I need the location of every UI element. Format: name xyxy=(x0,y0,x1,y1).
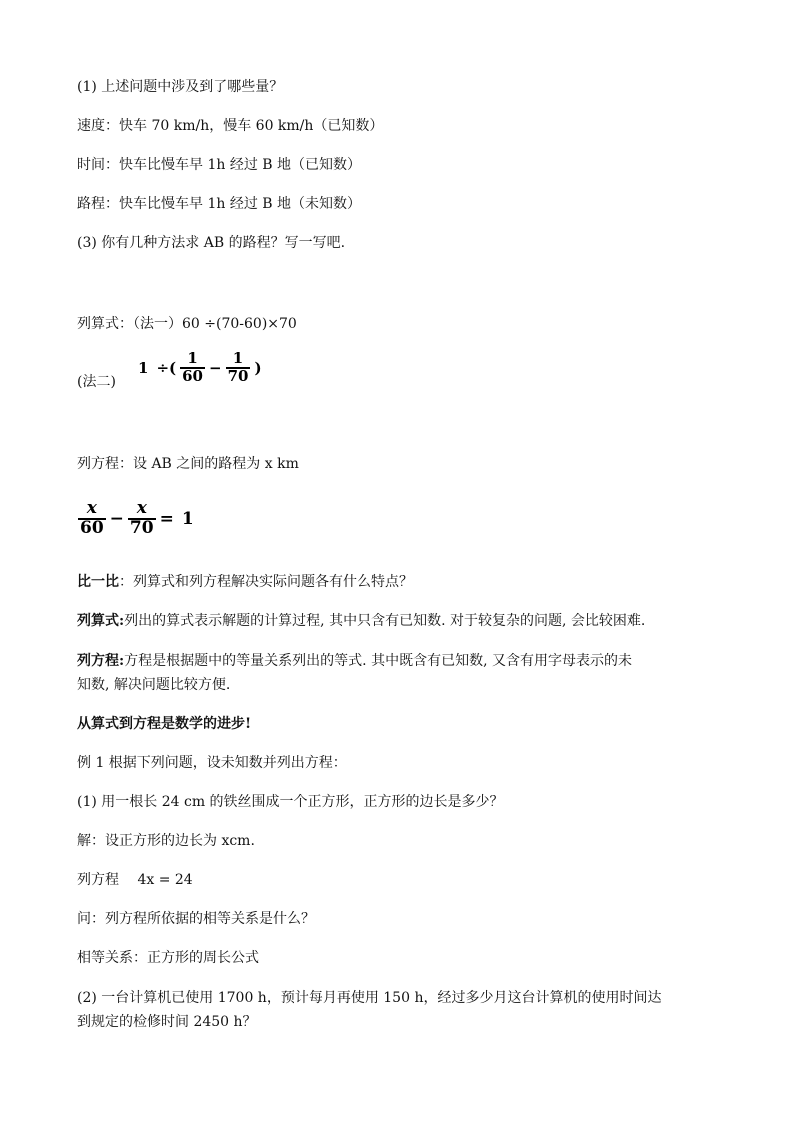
equation-line-2: 知数, 解决问题比较方便. xyxy=(77,677,231,693)
equation-intro: 列方程：设 AB 之间的路程为 x km xyxy=(77,456,299,472)
example-1: 例 1 根据下列问题，设未知数并列出方程： xyxy=(77,755,347,771)
formula-method-2 xyxy=(134,351,266,385)
compare-label: 比一比 xyxy=(77,574,119,590)
arithmetic-label: 列算式: xyxy=(77,613,125,629)
example-solution: 解：设正方形的边长为 xcm. xyxy=(77,833,255,849)
fraction-x-over-60: $\frac{x}{60}$ xyxy=(80,498,104,538)
question-1: (1) 上述问题中涉及到了哪些量？ xyxy=(77,79,284,95)
compare-text: ：列算式和列方程解决实际问题各有什么特点？ xyxy=(119,574,413,590)
equation-equals: = xyxy=(159,508,174,529)
formula-open: ÷( xyxy=(156,358,177,377)
time-line: 时间：快车比慢车早 1h 经过 B 地（已知数） xyxy=(77,157,362,173)
progress-heading: 从算式到方程是数学的进步! xyxy=(77,716,252,732)
compare-line xyxy=(77,573,413,591)
equation-rhs: 1 xyxy=(181,508,194,529)
equation-formula xyxy=(78,500,198,538)
question-3: (3) 你有几种方法求 AB 的路程？写一写吧. xyxy=(77,235,346,251)
distance-line: 路程：快车比慢车早 1h 经过 B 地（未知数） xyxy=(77,196,362,212)
example-question-2-line-1: (2) 一台计算机已使用 1700 h，预计每月再使用 150 h，经过多少月这台计算机的使用时间达 xyxy=(77,990,662,1006)
fraction-1-over-70: $\frac{1}{70}$ xyxy=(227,349,249,385)
example-question: 问：列方程所依据的相等关系是什么？ xyxy=(77,911,315,927)
equation-text-1: 方程是根据题中的等量关系列出的等式. 其中既含有已知数, 又含有用字母表示的未 xyxy=(124,653,632,669)
example-question-1: (1) 用一根长 24 cm 的铁丝围成一个正方形，正方形的边长是多少？ xyxy=(77,794,504,810)
fraction-1-over-60: $\frac{1}{60}$ xyxy=(182,349,203,385)
arithmetic-line xyxy=(77,612,645,630)
arithmetic-text: 列出的算式表示解题的计算过程, 其中只含有已知数. 对于较复杂的问题, 会比较困难. xyxy=(124,613,646,629)
equation-line-1 xyxy=(77,652,632,670)
example-equation: 列方程 4x = 24 xyxy=(77,872,193,888)
formula-close: ) xyxy=(254,358,262,377)
method-1-line: 列算式：（法一）60 ÷(70-60)×70 xyxy=(77,316,297,332)
equation-minus: − xyxy=(109,508,124,529)
formula-one: 1 xyxy=(138,358,149,377)
method-2-label: (法二) xyxy=(77,374,116,390)
equation-label: 列方程: xyxy=(77,653,125,669)
example-relation: 相等关系：正方形的周长公式 xyxy=(77,950,259,966)
speed-line: 速度：快车 70 km/h，慢车 60 km/h（已知数） xyxy=(77,118,384,134)
formula-minus: − xyxy=(208,358,222,377)
example-question-2-line-2: 到规定的检修时间 2450 h？ xyxy=(77,1014,257,1030)
fraction-x-over-70: $\frac{x}{70}$ xyxy=(129,498,154,538)
